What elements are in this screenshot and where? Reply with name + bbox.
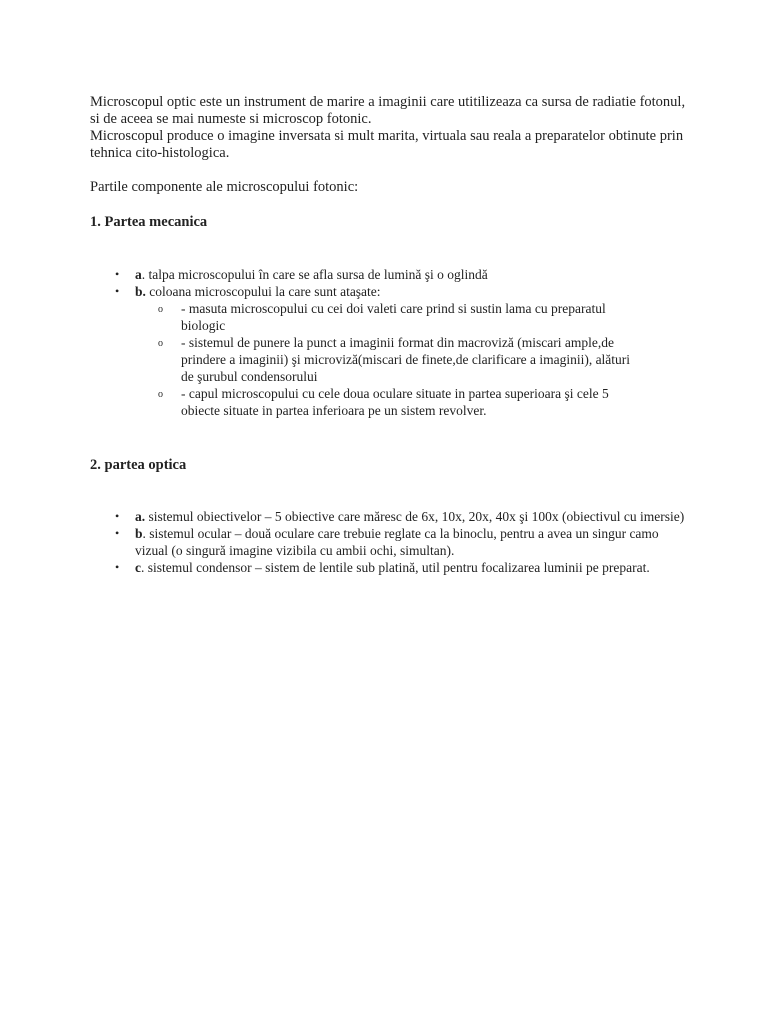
item-text: sistemul obiectivelor – 5 obiective care măresc de 6x, 10x, 20x, 40x şi 100x (obiectivul cu imersie) xyxy=(145,509,685,524)
sub-list-item xyxy=(135,385,641,419)
components-intro-line: Partile componente ale microscopului fotonic: xyxy=(90,179,359,195)
optical-parts-list xyxy=(90,508,690,576)
sub-item-text: - capul microscopului cu cele doua oculare situate in partea superioara şi cele 5 obiecte situate in partea inferioara pe un sistem revolver. xyxy=(181,386,609,418)
item-text: . talpa microscopului în care se afla sursa de lumină şi o oglindă xyxy=(141,267,488,282)
intro-text xyxy=(90,94,690,162)
list-item xyxy=(90,525,690,559)
bullet-icon: • xyxy=(115,560,120,574)
item-marker: a xyxy=(135,267,142,282)
circle-bullet-icon: o xyxy=(158,304,163,315)
list-item xyxy=(90,283,690,419)
sub-item-text: - masuta microscopului cu cei doi valeti care prind si sustin lama cu preparatul biologic xyxy=(181,301,606,333)
bullet-icon: • xyxy=(115,509,120,523)
intro-paragraph-1: Microscopul optic este un instrument de marire a imaginii care utitilizeaza ca sursa de radiatie fotonul, si de aceea se mai numeste si microscop fotonic. xyxy=(90,94,686,127)
item-marker: b. xyxy=(135,284,146,299)
item-marker: b xyxy=(135,526,143,541)
circle-bullet-icon: o xyxy=(158,338,163,349)
item-marker: c xyxy=(135,560,141,575)
item-text: . sistemul condensor – sistem de lentile sub platină, util pentru focalizarea luminii pe preparat. xyxy=(141,560,650,575)
bullet-icon: • xyxy=(115,284,120,298)
section-heading-optical: 2. partea optica xyxy=(90,457,187,473)
sub-item-text: - sistemul de punere la punct a imaginii format din macroviză (miscari ample,de prindere a imaginii) şi microviză(miscari de finete,de clarificare a imaginii), alături de şurubul condensorului xyxy=(181,335,631,384)
sub-list-item xyxy=(135,334,641,385)
list-item xyxy=(90,266,690,283)
list-item xyxy=(90,559,690,576)
mechanical-parts-list xyxy=(90,266,690,419)
bullet-icon: • xyxy=(115,526,120,540)
intro-paragraph-2: Microscopul produce o imagine inversata si mult marita, virtuala sau reala a preparatelor obtinute prin tehnica cito-histologica. xyxy=(90,128,684,161)
item-marker: a. xyxy=(135,509,146,524)
circle-bullet-icon: o xyxy=(158,389,163,400)
section-heading-mechanical: 1. Partea mecanica xyxy=(90,214,208,230)
sub-list xyxy=(135,300,690,419)
list-item xyxy=(90,508,690,525)
item-text: . sistemul ocular – două oculare care trebuie reglate ca la binoclu, pentru a avea un singur camo vizual (o singură imagine vizibila cu ambii ochi, simultan). xyxy=(135,526,659,558)
bullet-icon: • xyxy=(115,267,120,281)
sub-list-item xyxy=(135,300,641,334)
item-text: coloana microscopului la care sunt ataşate: xyxy=(145,284,381,299)
